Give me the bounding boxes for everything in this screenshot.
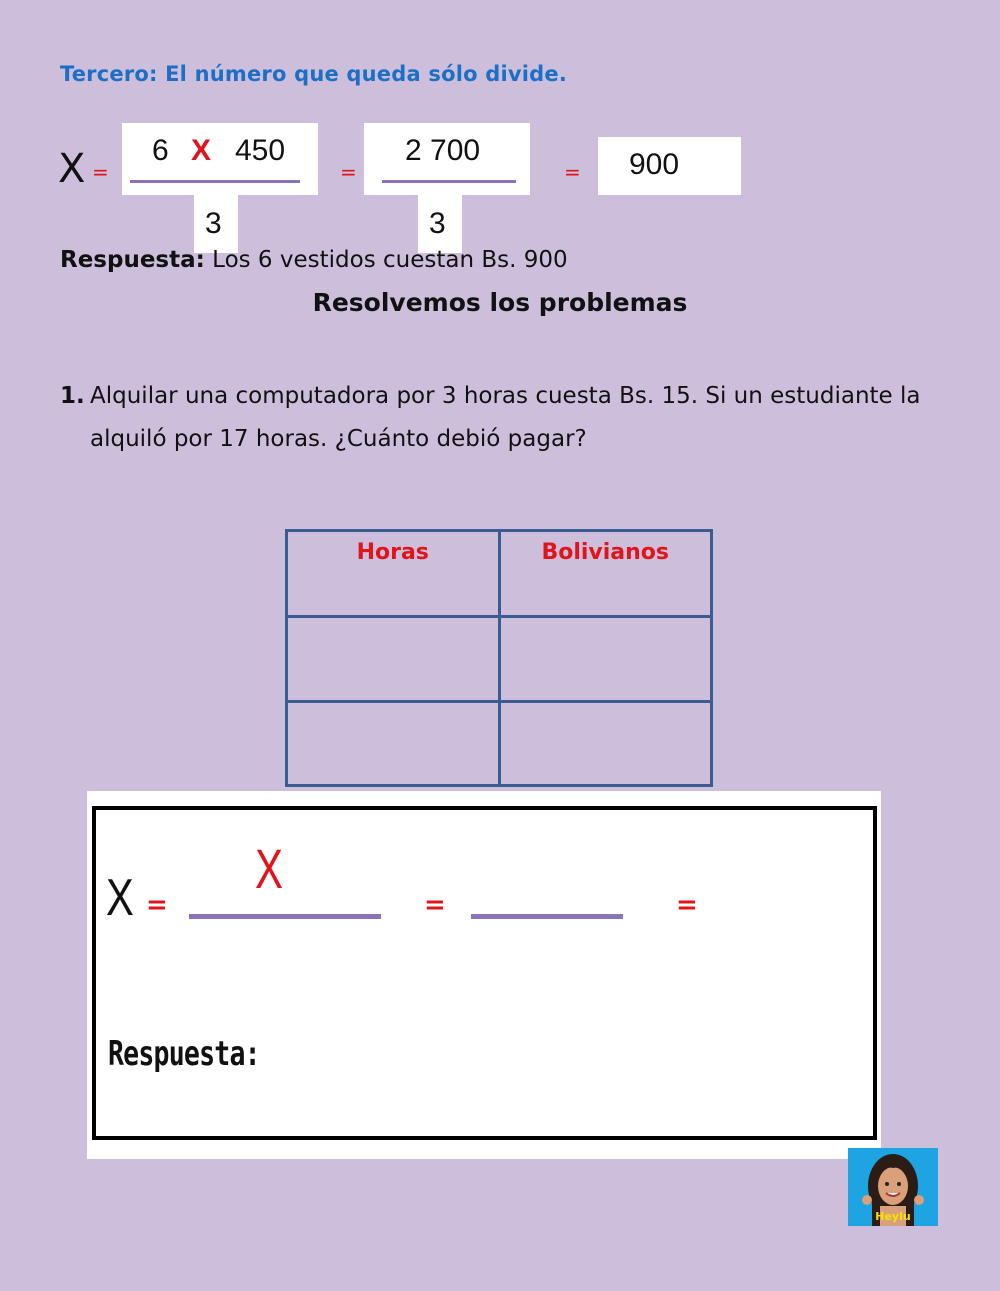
- avatar-name: Heylu: [875, 1210, 911, 1223]
- work-box: [92, 806, 877, 1140]
- table-cell-bolivianos-2[interactable]: [499, 701, 712, 785]
- multiply-sign: X: [191, 134, 212, 167]
- work-fraction-1-bar[interactable]: [189, 914, 381, 919]
- table-cell-horas-2[interactable]: [287, 701, 500, 785]
- fraction-2-bar: [382, 180, 516, 183]
- work-equals-1: =: [146, 890, 168, 920]
- table-cell-bolivianos-1[interactable]: [499, 617, 712, 701]
- problem-text: Alquilar una computadora por 3 horas cuesta Bs. 15. Si un estudiante la alquiló por 17 horas. ¿Cuánto debió pagar?: [90, 383, 921, 452]
- problem-1: [60, 375, 950, 461]
- table-header-bolivianos: Bolivianos: [499, 531, 712, 617]
- work-answer-label: Respuesta:: [108, 1034, 260, 1074]
- fraction-1-factor-b: 450: [235, 134, 286, 167]
- fraction-2-numerator: 2 700: [405, 134, 481, 167]
- table-cell-horas-1[interactable]: [287, 617, 500, 701]
- problem-number: 1.: [60, 383, 85, 409]
- section-title: Resolvemos los problemas: [312, 288, 688, 317]
- answer-text: Los 6 vestidos cuestan Bs. 900: [212, 247, 568, 273]
- answer-label: Respuesta:: [60, 247, 205, 273]
- fraction-1-denominator: 3: [205, 207, 222, 240]
- example-answer: [60, 247, 568, 273]
- work-fraction-2-bar[interactable]: [471, 914, 623, 919]
- example-variable: X: [58, 146, 86, 192]
- work-equals-3: =: [676, 890, 698, 920]
- work-equals-2: =: [424, 890, 446, 920]
- fraction-1-factor-a: 6: [152, 134, 169, 167]
- fraction-2-denominator: 3: [429, 207, 446, 240]
- work-multiply-sign: X: [255, 837, 284, 900]
- step-heading: Tercero: El número que queda sólo divide.: [60, 62, 568, 86]
- table-header-horas: Horas: [287, 531, 500, 617]
- proportion-table: [285, 529, 713, 787]
- example-equals-3: =: [564, 160, 581, 184]
- work-variable: X: [106, 869, 134, 927]
- fraction-1-bar: [130, 180, 300, 183]
- work-answer-input[interactable]: [270, 1032, 850, 1082]
- example-equals-2: =: [340, 160, 357, 184]
- avatar: [848, 1148, 938, 1226]
- result-value: 900: [629, 148, 680, 181]
- example-equals-1: =: [92, 160, 109, 184]
